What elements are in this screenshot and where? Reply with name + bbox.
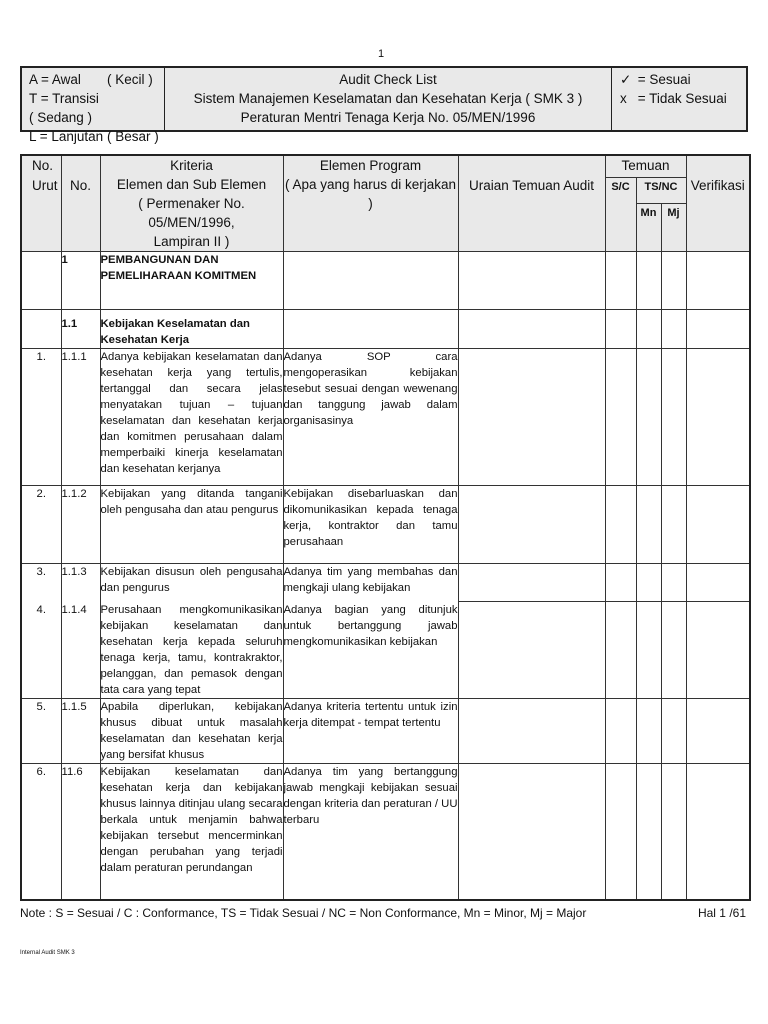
section-row: 1.1 Kebijakan Keselamatan dan Kesehatan Kerja (21, 310, 750, 349)
col-mn: Mn (636, 204, 661, 252)
legend-row: x = Tidak Sesuai (620, 91, 727, 106)
page-label: Hal 1 /61 (697, 906, 746, 920)
col-verifikasi: Verifikasi (686, 155, 750, 252)
legend-row: ✓ = Sesuai (620, 72, 691, 87)
col-temuan: Temuan (605, 155, 686, 177)
header-box (20, 66, 748, 144)
table-row: 1. 1.1.1 Adanya kebijakan keselamatan dan kesehatan kerja yang tertulis, tertanggal dan secara jelas menyatakan tujuan – tujuan keselamatan dan kesehatan kerja dan komitmen perusahaan dalam memperbaiki kinerja keselamatan dan kesehatan kerjanya Adanya SOP cara mengoperasikan kebijakan tesebut sesuai dengan wewenang dan tanggung jawab dalam organisasinya (21, 349, 750, 486)
table-row: 2. 1.1.2 Kebijakan yang ditanda tangani oleh pengusaha dan atau pengurus Kebijakan disebarluaskan dan dikomunikasikan kepada tenaga kerja, kontraktor dan tamu perusahaan (21, 486, 750, 564)
audit-table (20, 154, 751, 901)
section-row: 1 PEMBANGUNAN DAN PEMELIHARAAN KOMITMEN (21, 252, 750, 310)
col-elemen-program: Elemen Program ( Apa yang harus di kerjakan ) (283, 155, 458, 252)
doc-title: Audit Check List (339, 72, 437, 87)
legend-row: T = Transisi( Sedang ) (29, 91, 99, 125)
col-mj: Mj (661, 204, 686, 252)
col-sc: S/C (605, 177, 636, 252)
legend-note: Note : S = Sesuai / C : Conformance, TS = Tidak Sesuai / NC = Non Conformance, Mn = Minor, Mj = Major (20, 906, 587, 920)
col-tsnc: TS/NC (636, 177, 686, 204)
check-icon: ✓ (620, 72, 632, 87)
legend-left (22, 68, 165, 144)
page-number: 1 (378, 48, 385, 60)
table-row: 4. 1.1.4 Perusahaan mengkomunikasikan kebijakan keselamatan dan kesehatan kerja kepada seluruh tenaga kerja, tamu, kontrakraktor, pelanggan, dan pemasok dengan tata cara yang tepat Adanya bagian yang ditunjuk untuk bertanggung jawab mengkomunikasikan kebijakan (21, 602, 750, 699)
footer-label: Internal Audit SMK 3 (20, 950, 75, 956)
legend-row: A = Awal ( Kecil ) (29, 72, 153, 87)
doc-regulation: Peraturan Mentri Tenaga Kerja No. 05/MEN/1996 (240, 110, 536, 125)
table-row: 6. 11.6 Kebijakan keselamatan dan kesehatan kerja dan kebijakan khusus lainnya ditinjau ulang secara berkala untuk menjamin bahwa kebijakan tersebut mencerminkan dengan perubahan yang terjadi dalam peraturan perundangan Adanya tim yang bertanggung jawab mengkaji kebijakan sesuai dengan kriteria dan peraturan / UU terbaru (21, 763, 750, 900)
title-block (165, 68, 612, 130)
col-uraian: Uraian Temuan Audit (458, 155, 605, 252)
cross-icon: x (620, 91, 627, 106)
col-no: No. (61, 155, 100, 252)
legend-row: L = Lanjutan ( Besar ) (29, 129, 159, 144)
table-row: 5. 1.1.5 Apabila diperlukan, kebijakan khusus dibuat untuk masalah keselamatan dan kesehatan kerja yang bersifat khusus Adanya kriteria tertentu untuk izin kerja ditempat - tempat tertentu (21, 698, 750, 763)
legend-right (612, 68, 748, 130)
col-no-urut: No. Urut (21, 155, 61, 252)
col-kriteria: Kriteria Elemen dan Sub Elemen ( Permenaker No. 05/MEN/1996, Lampiran II ) (100, 155, 283, 252)
doc-subtitle: Sistem Manajemen Keselamatan dan Kesehatan Kerja ( SMK 3 ) (193, 91, 583, 106)
table-row: 3. 1.1.3 Kebijakan disusun oleh pengusaha dan pengurus Adanya tim yang membahas dan mengkaji ulang kebijakan (21, 564, 750, 602)
